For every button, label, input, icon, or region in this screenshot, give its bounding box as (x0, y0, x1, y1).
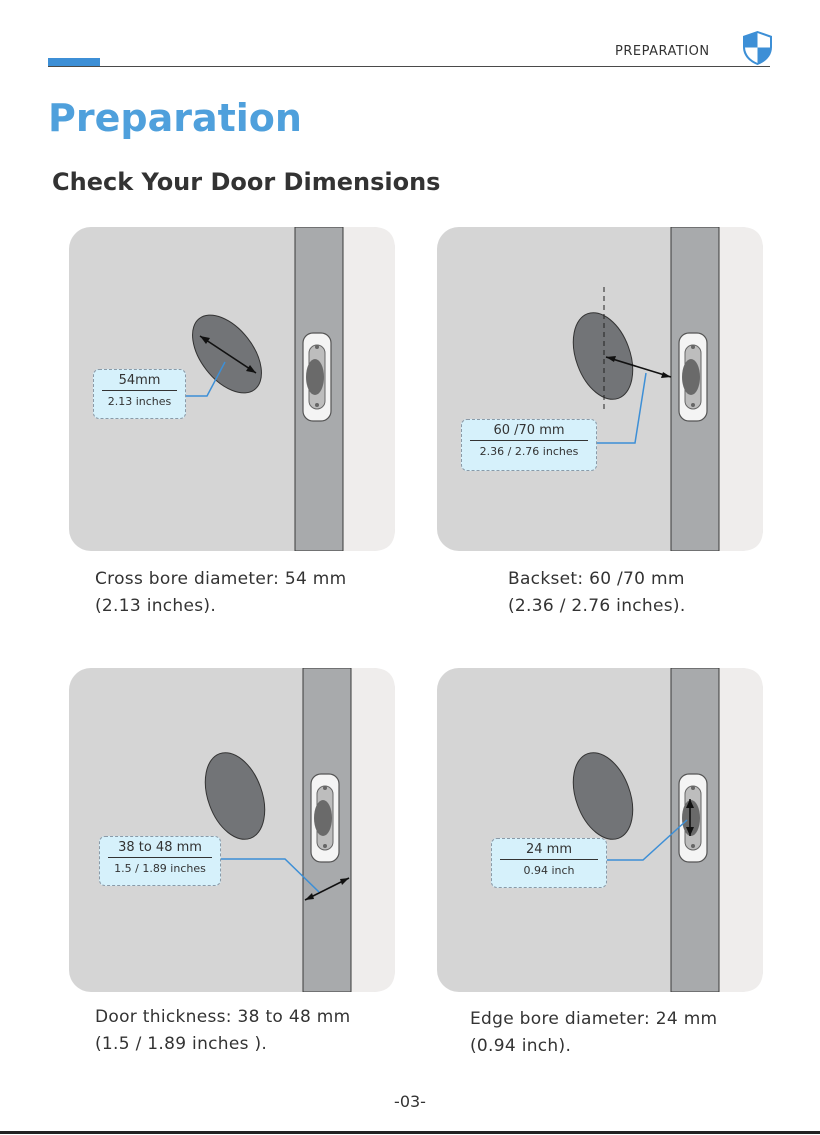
backset-callout (461, 419, 597, 471)
edge-bore-illustration (437, 668, 763, 992)
cross-bore-callout (93, 369, 186, 419)
shield-icon (741, 30, 774, 66)
footer-rule (0, 1131, 820, 1134)
caption-line: Door thickness: 38 to 48 mm (95, 1007, 351, 1027)
cross-bore-caption (95, 566, 347, 620)
door-thickness-illustration (69, 668, 395, 992)
edge-bore-callout (491, 838, 607, 888)
caption-line: (1.5 / 1.89 inches ). (95, 1034, 268, 1054)
callout-inch: 2.36 / 2.76 inches (479, 445, 579, 458)
door-thickness-diagram (69, 668, 395, 992)
callout-inch: 0.94 inch (523, 864, 575, 877)
caption-line: (2.36 / 2.76 inches). (508, 596, 686, 616)
section-subtitle: Check Your Door Dimensions (52, 168, 441, 196)
header-rule (48, 66, 770, 67)
edge-bore-caption (470, 1006, 717, 1060)
caption-line: Edge bore diameter: 24 mm (470, 1009, 718, 1029)
backset-diagram (437, 227, 763, 551)
caption-line: (2.13 inches). (95, 596, 217, 616)
callout-inch: 2.13 inches (107, 395, 172, 408)
page-title: Preparation (48, 96, 302, 140)
page-number: -03- (394, 1092, 426, 1111)
callout-mm: 38 to 48 mm (108, 837, 212, 858)
caption-line: Cross bore diameter: 54 mm (95, 569, 347, 589)
door-thickness-callout (99, 836, 221, 886)
callout-mm: 24 mm (500, 839, 598, 860)
callout-mm: 54mm (102, 370, 177, 391)
backset-illustration (437, 227, 763, 551)
cross-bore-diagram (69, 227, 395, 551)
section-label: PREPARATION (615, 44, 710, 59)
edge-bore-diagram (437, 668, 763, 992)
backset-caption (508, 566, 686, 620)
callout-inch: 1.5 / 1.89 inches (114, 862, 206, 875)
caption-line: (0.94 inch). (470, 1036, 572, 1056)
header-accent-bar (48, 58, 100, 66)
door-thickness-caption (95, 1004, 350, 1058)
caption-line: Backset: 60 /70 mm (508, 569, 685, 589)
callout-mm: 60 /70 mm (470, 420, 588, 441)
